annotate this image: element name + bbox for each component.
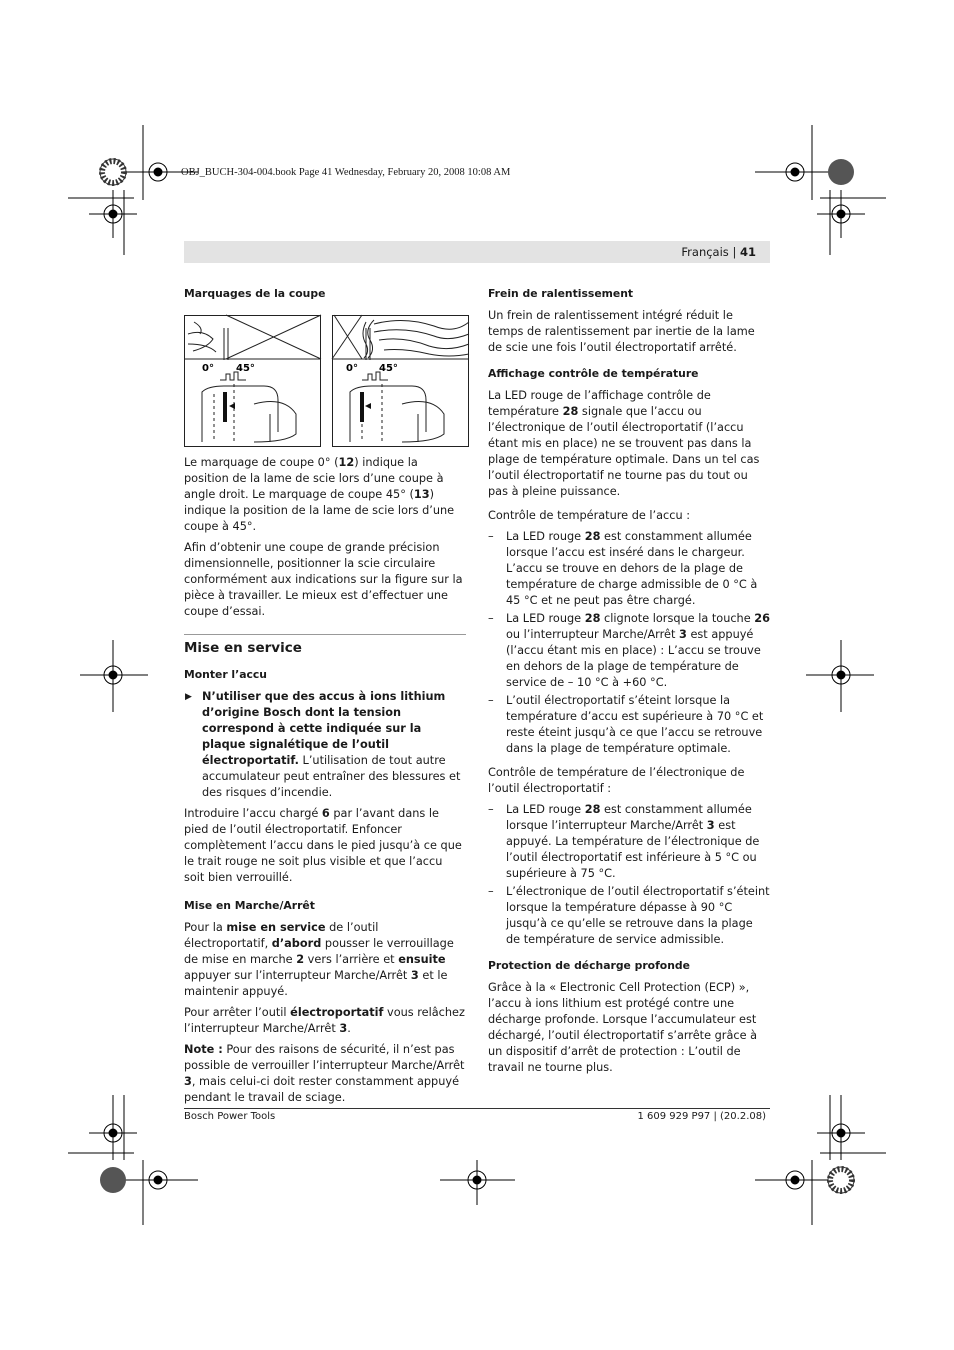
section-divider [184, 634, 466, 635]
page-number: 41 [739, 245, 756, 259]
figure-label-0-left: 0° [202, 363, 214, 374]
emphasis: ensuite [398, 953, 446, 966]
paragraph-controle-electronique: Contrôle de température de l’électronique de l’outil électroportatif : [488, 766, 745, 795]
ref-number: 28 [562, 405, 579, 418]
text: et le maintenir appuyé. [184, 969, 448, 998]
list-item [488, 611, 770, 691]
cut-marking-figure [184, 314, 470, 448]
ref-number: 28 [584, 612, 601, 625]
paragraph-precision: Afin d’obtenir une coupe de grande précision dimensionnelle, positionner la scie circulaire conformément aux indications sur la figure sur la pièce à travailler. Le mieux est d’effectuer une coupe d’essai. [184, 541, 463, 618]
ref-number: 26 [754, 612, 770, 625]
heading-marche-arret: Mise en Marche/Arrêt [184, 899, 315, 912]
text: par l’avant dans le pied de l’outil électroportatif. Enfoncer complètement l’accu dans le pied jusqu’à ce que le trait rouge ne soit plus visible et que l’accu soit bien verrouillé. [184, 807, 462, 884]
figure-label-45-right: 45° [379, 363, 398, 374]
running-head [681, 245, 756, 259]
paragraph-arret [184, 1005, 466, 1037]
warning-text: L’utilisation de tout autre accumulateur peut entraîner des blessures et des risques d’incendie. [202, 754, 461, 799]
figure-label-45-left: 45° [236, 363, 255, 374]
left-column [184, 286, 466, 308]
running-head-language: Français [681, 245, 729, 259]
dash-marker: – [488, 694, 494, 707]
text: La LED rouge [506, 612, 585, 625]
text: est appuyé (l’accu étant mis en place) : L’accu se trouve en dehors de la plage de température de service de – 10 °C à +60 °C. [506, 628, 761, 689]
footer-left: Bosch Power Tools [184, 1111, 276, 1122]
ref-number: 2 [296, 953, 305, 966]
paragraph-marquage [184, 455, 466, 535]
text: , mais celui-ci doit rester constamment appuyé pendant le travail de sciage. [184, 1075, 460, 1104]
list-item [488, 884, 770, 948]
heading-mise-en-service: Mise en service [184, 640, 302, 656]
right-column [488, 286, 770, 1081]
ref-number: 3 [679, 628, 687, 641]
dash-marker: – [488, 612, 494, 625]
ref-number: 12 [338, 456, 355, 469]
text: clignote lorsque la touche [600, 612, 755, 625]
dash-marker: – [488, 885, 494, 898]
text: La LED rouge [506, 803, 585, 816]
text: Pour des raisons de sécurité, il n’est pas possible de verrouiller l’interrupteur Marche/Arrêt [184, 1043, 465, 1072]
ref-number: 6 [321, 807, 330, 820]
emphasis: d’abord [271, 937, 322, 950]
text: Le marquage de coupe 0° ( [184, 456, 339, 469]
arrow-icon: ▶ [185, 692, 192, 702]
text: La LED rouge [506, 530, 585, 543]
emphasis: électroportatif [290, 1006, 384, 1019]
heading-marquages: Marquages de la coupe [184, 287, 326, 300]
text: signale que l’accu ou l’électronique de l’outil électroportatif (l’accu étant mis en place) ne se trouvent pas dans la plage de température optimale. Dans un tel cas l’outil électroportatif ne tourne pas du tout ou pas à pleine puissance. [488, 405, 760, 498]
book-header-line: OBJ_BUCH-304-004.book Page 41 Wednesday, February 20, 2008 10:08 AM [181, 167, 511, 178]
paragraph-protection: Grâce à la « Electronic Cell Protection (ECP) », l’accu à ions lithium est protégé contre une décharge profonde. Lorsque l’accumulateur est déchargé, l’outil électroportatif s’arrête grâce à un dispositif d’arrêt de protection : L’outil de travail ne tourne plus. [488, 981, 758, 1074]
heading-monter-accu: Monter l’accu [184, 668, 267, 681]
footer-right: 1 609 929 P97 | (20.2.08) [637, 1111, 766, 1122]
paragraph-introduire [184, 806, 466, 886]
text: L’outil électroportatif s’éteint lorsque la température d’accu est supérieure à 70 °C et reste éteint jusqu’à ce que l’accu se retrouve dans la plage de température optimale. [506, 694, 764, 755]
text: La LED rouge de l’affichage contrôle de température [488, 389, 711, 418]
text: appuyer sur l’interrupteur Marche/Arrêt [184, 969, 411, 982]
heading-frein: Frein de ralentissement [488, 287, 634, 300]
text: est constamment allumée lorsque l’interrupteur Marche/Arrêt [506, 803, 752, 832]
ref-number: 28 [584, 530, 601, 543]
warning-item [184, 689, 466, 801]
note-label: Note : [184, 1043, 223, 1056]
warning-bold: N’utiliser que des accus à ions lithium d’origine Bosch dont la tension correspond à cette indiquée sur la plaque signalétique de l’outil électroportatif. [202, 690, 446, 767]
text: ou l’interrupteur Marche/Arrêt [506, 628, 679, 641]
text: vous relâchez l’interrupteur Marche/Arrêt [184, 1006, 465, 1035]
running-head-separator: | [728, 245, 740, 259]
text: L’électronique de l’outil électroportatif s’éteint lorsque la température dépasse à 90 °C jusqu’à ce qu’elle se retrouve dans la plage de température de service admissible. [506, 885, 770, 946]
text: vers l’arrière et [304, 953, 399, 966]
ref-number: 28 [584, 803, 601, 816]
text: ) indique la position de la lame de scie lors d’une coupe à 45°. [184, 488, 455, 533]
ref-number: 3 [410, 969, 419, 982]
heading-protection: Protection de décharge profonde [488, 959, 690, 972]
emphasis: mise en service [226, 921, 326, 934]
paragraph-frein: Un frein de ralentissement intégré réduit le temps de ralentissement par inertie de la lame de scie une fois l’outil électroportatif arrêté. [488, 309, 755, 354]
text: Pour arrêter l’outil [184, 1006, 291, 1019]
left-column-body [184, 455, 466, 1111]
list-item [488, 693, 770, 757]
text: . [347, 1022, 351, 1035]
text: Pour la [184, 921, 227, 934]
paragraph-note [184, 1042, 466, 1106]
list-item [488, 802, 770, 882]
list-item [488, 529, 770, 609]
heading-affichage: Affichage contrôle de température [488, 367, 699, 380]
ref-number: 3 [184, 1075, 192, 1088]
figure-label-0-right: 0° [346, 363, 358, 374]
paragraph-mise-en-marche [184, 920, 466, 1000]
text: de l’outil électroportatif, [184, 921, 379, 950]
paragraph-controle-accu: Contrôle de température de l’accu : [488, 509, 691, 522]
ref-number: 13 [413, 488, 430, 501]
ref-number: 3 [706, 819, 715, 832]
text: ) indique la position de la lame de scie lors d’une coupe à angle droit. Le marquage de coupe 45° ( [184, 456, 444, 501]
text: est appuyé. La température de l’électronique de l’outil électroportatif est inférieure à 5 °C ou supérieure à 75 °C. [506, 819, 760, 880]
dash-marker: – [488, 530, 494, 543]
footer-rule [184, 1108, 770, 1109]
text: est constamment allumée lorsque l’accu est inséré dans le chargeur. L’accu se trouve en dehors de la plage de température de charge admissible de 0 °C à 45 °C et ne peut pas être chargé. [506, 530, 758, 607]
dash-marker: – [488, 803, 494, 816]
ref-number: 3 [339, 1022, 348, 1035]
text: pousser le verrouillage de mise en marche [184, 937, 454, 966]
text: Introduire l’accu chargé [184, 807, 322, 820]
paragraph-affichage [488, 388, 770, 500]
